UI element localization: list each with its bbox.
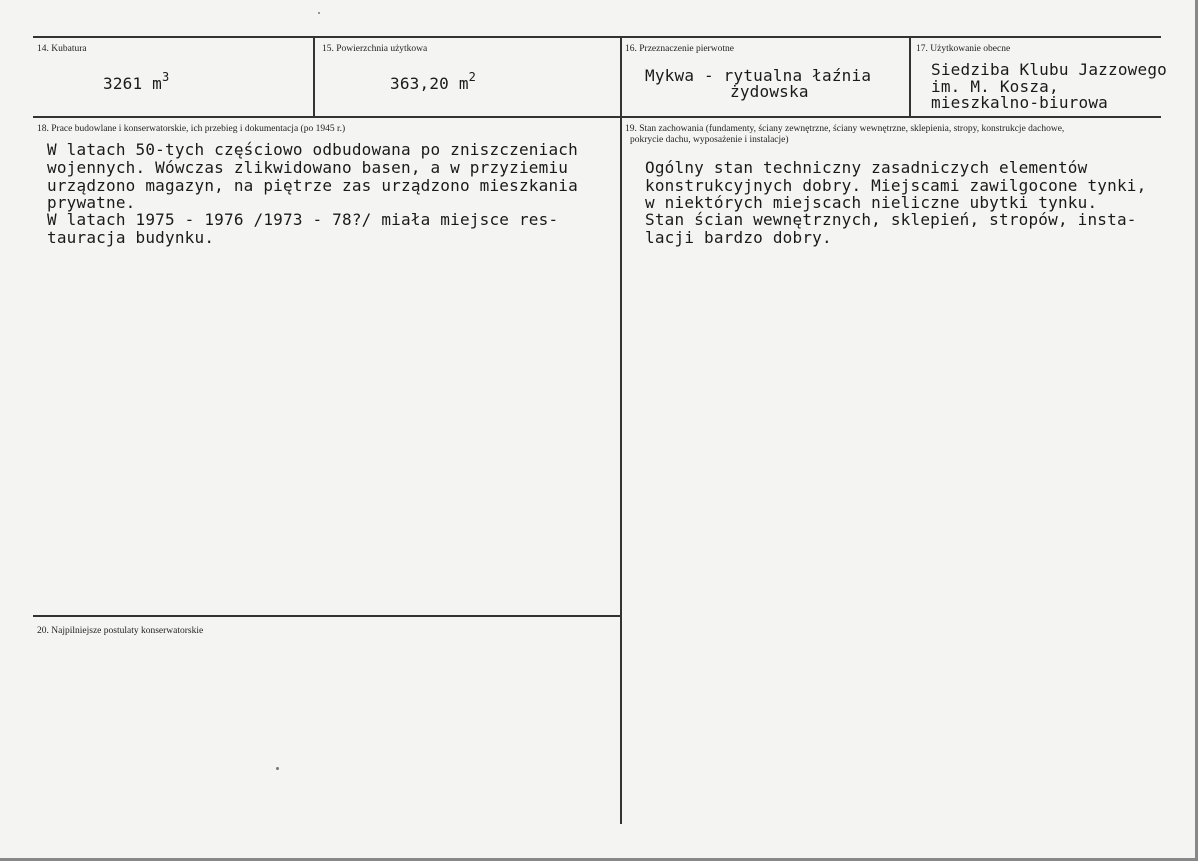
field-20-label: 20. Najpilniejsze postulaty konserwatorskie xyxy=(37,626,204,636)
field-18-line-6: tauracja budynku. xyxy=(47,228,215,247)
paper-speck xyxy=(318,12,320,14)
field-14-unit-exponent: 3 xyxy=(162,70,170,84)
field-18-label: 18. Prace budowlane i konserwatorskie, ich przebieg i dokumentacja (po 1945 r.) xyxy=(37,124,346,134)
field-19-label-line-2: pokrycie dachu, wyposażenie i instalacje) xyxy=(630,135,789,145)
field-14-label: 14. Kubatura xyxy=(37,44,87,54)
paper-speck xyxy=(276,767,279,770)
field-15-unit-exponent: 2 xyxy=(468,70,477,84)
field-18-line-1: W latach 50-tych częściowo odbudowana po zniszczeniach xyxy=(47,140,578,159)
field-16-line-2: żydowska xyxy=(730,82,809,101)
field-17-line-3: mieszkalno-biurowa xyxy=(931,93,1108,112)
field-19-line-2: konstrukcyjnych dobry. Miejscami zawilgocone tynki, xyxy=(645,176,1147,195)
field-14-volume: 3261 m xyxy=(103,74,162,93)
field-19-line-1: Ogólny stan techniczny zasadniczych elementów xyxy=(645,158,1088,177)
field-17-line-2: im. M. Kosza, xyxy=(931,77,1059,96)
field-18-line-3: urządzono magazyn, na piętrze zas urządzono mieszkania xyxy=(47,176,578,195)
field-19-line-3: w niektórych miejscach nieliczne ubytki tynku. xyxy=(645,193,1098,212)
field-15-value xyxy=(390,68,476,93)
field-15-label: 15. Powierzchnia użytkowa xyxy=(322,44,428,54)
top-rule xyxy=(33,36,1161,38)
field-19-line-5: lacji bardzo dobry. xyxy=(645,228,832,247)
field-18-line-5: W latach 1975 - 1976 /1973 - 78?/ miała miejsce res- xyxy=(47,210,559,229)
field-17-line-1: Siedziba Klubu Jazzowego xyxy=(931,60,1167,79)
field-19-label-line-1: 19. Stan zachowania (fundamenty, ściany zewnętrzne, ściany wewnętrzne, sklepienia, stropy, konstrukcje dachowe, xyxy=(625,124,1065,134)
col3-divider xyxy=(909,36,911,118)
col1-divider xyxy=(313,36,315,118)
field-18-line-2: wojennych. Wówczas zlikwidowano basen, a w przyziemiu xyxy=(47,158,569,177)
field-14-value xyxy=(103,68,169,93)
section20-top-rule xyxy=(33,615,622,617)
field-18-line-4: prywatne. xyxy=(47,193,136,212)
field-17-label: 17. Użytkowanie obecne xyxy=(916,44,1011,54)
center-divider xyxy=(620,36,622,824)
field-16-line-1: Mykwa - rytualna łaźnia xyxy=(645,66,872,85)
field-16-label: 16. Przeznaczenie pierwotne xyxy=(625,44,734,54)
field-15-area: 363,20 m xyxy=(390,74,469,93)
row1-bottom-rule xyxy=(33,116,1161,118)
field-19-line-4: Stan ścian wewnętrznych, sklepień, stropów, insta- xyxy=(645,210,1137,229)
